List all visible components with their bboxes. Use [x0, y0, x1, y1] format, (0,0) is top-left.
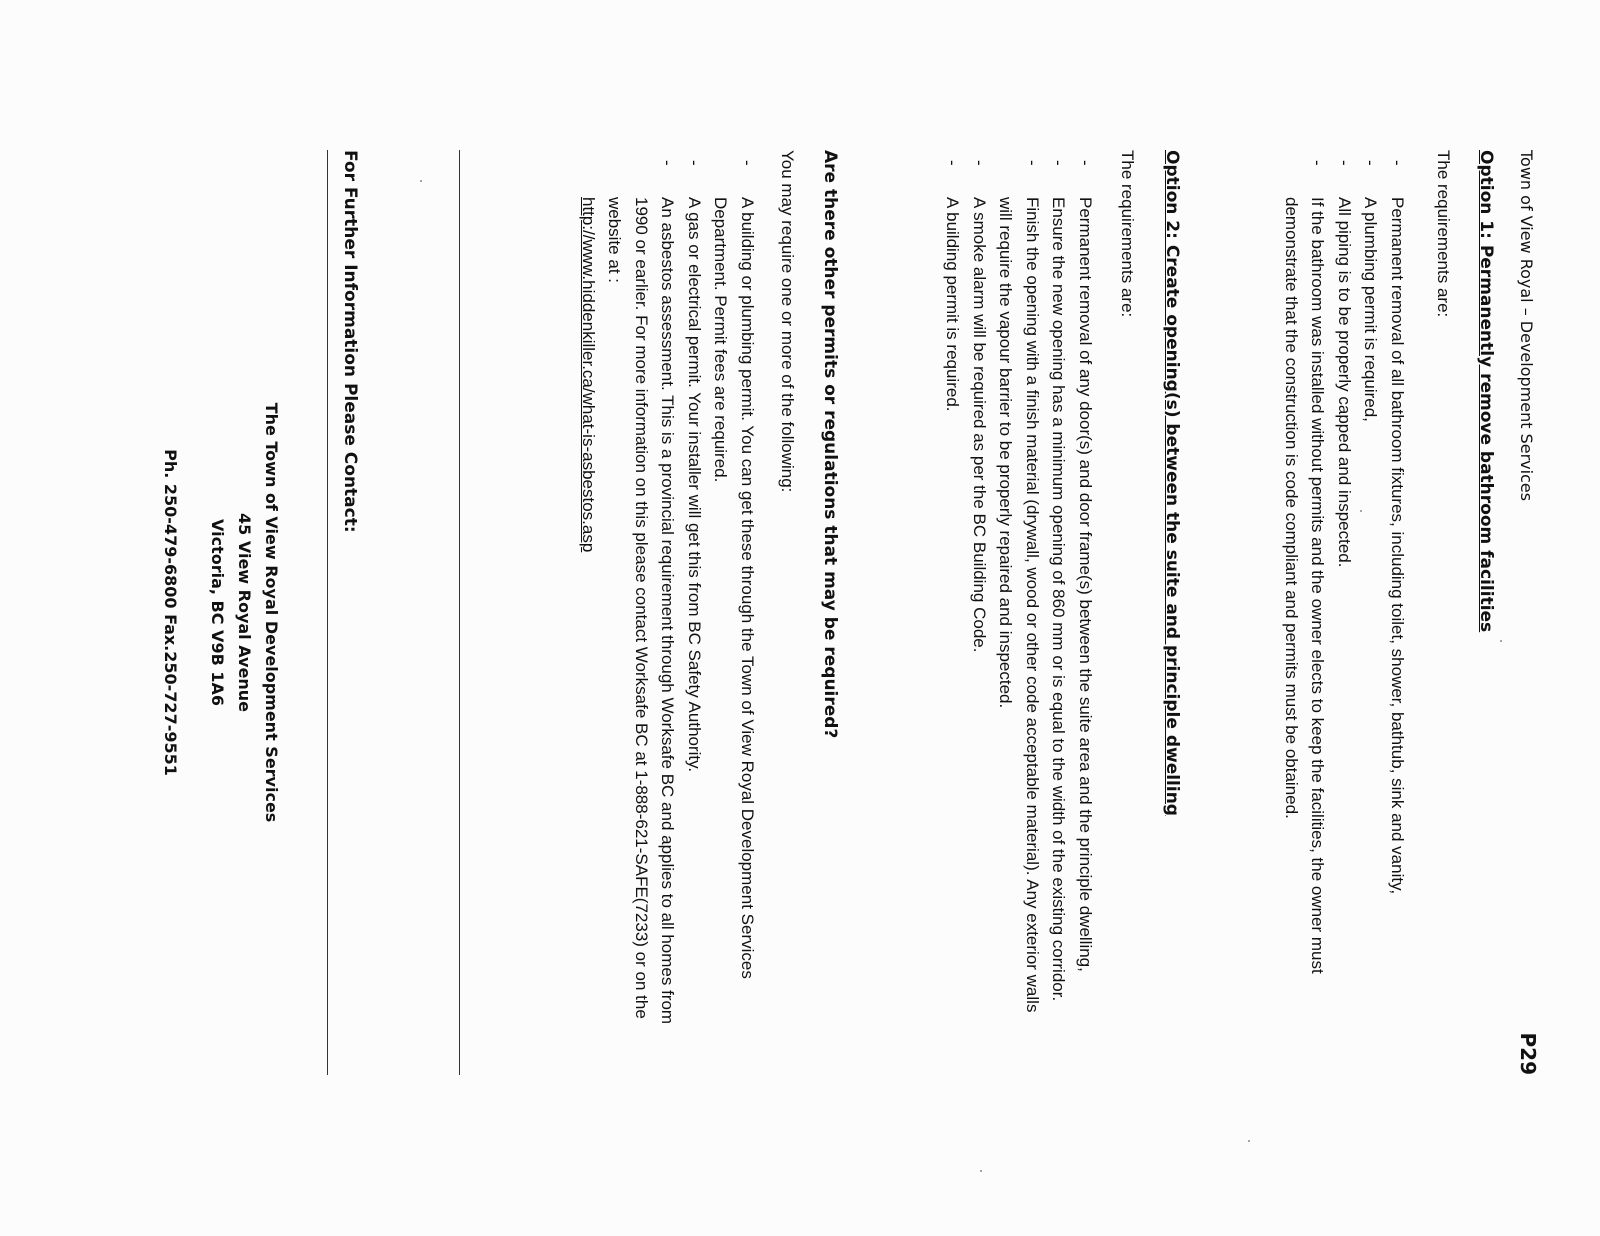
- list-item-text: An asbestos assessment. This is a provincial requirement through Worksafe BC and applies to all homes from 1990 or earlier. For more information on this please contact Worksafe BC at 1-888-621-SAFE(7233) or on the website at :: [605, 197, 678, 1025]
- bullet-dash: -: [970, 160, 989, 166]
- list-item-text: A smoke alarm will be required as per the BC Building Code.: [970, 197, 989, 653]
- header-title: Town of View Royal – Development Services: [1517, 150, 1536, 502]
- scan-speck: [980, 1170, 982, 1172]
- list-item-text: Permanent removal of all bathroom fixtures, including toilet, shower, bathtub, sink and vanity,: [1388, 197, 1407, 895]
- contact-phone-fax: Ph. 250-479-6800 Fax.250-727-9551: [161, 449, 180, 776]
- list-item-text: Ensure the new opening has a minimum opening of 860 mm or is equal to the width of the existing corridor.: [1049, 197, 1069, 1002]
- list-item-text: A building permit is required.: [943, 197, 963, 412]
- other-permits-heading: Are there other permits or regulations that may be required?: [820, 150, 840, 739]
- other-permits-intro: You may require one or more of the following:: [778, 150, 797, 493]
- scan-speck: [1360, 510, 1362, 512]
- option2-intro: The requirements are:: [1118, 150, 1137, 318]
- contact-city: Victoria, BC V9B 1A6: [208, 519, 227, 706]
- option1-heading: Option 1: Permanently remove bathroom facilities: [1476, 150, 1496, 633]
- list-item-text: A gas or electrical permit. Your installer will get this from BC Safety Authority.: [685, 197, 704, 773]
- bullet-dash: -: [1308, 160, 1328, 166]
- scan-speck: [1500, 640, 1502, 642]
- contact-block: [157, 150, 285, 1075]
- list-item-text: Finish the opening with a finish material (drywall, wood or other code acceptable material). Any exterior walls will require the vapour barrier to be properly repaired and inspected.: [996, 197, 1042, 1013]
- scan-speck: [1248, 1140, 1250, 1142]
- list-item-text: A building or plumbing permit. You can get these through the Town of View Royal Development Services Department. Permit fees are required.: [711, 197, 757, 979]
- bullet-dash: -: [1335, 160, 1354, 166]
- asbestos-link[interactable]: http://www.hiddenkiller.ca/what-is-asbestos.asp: [579, 197, 598, 553]
- list-item-text: A plumbing permit is required,: [1361, 197, 1381, 422]
- bullet-dash: -: [943, 160, 963, 166]
- bullet-dash: -: [685, 160, 704, 166]
- bullet-dash: -: [1361, 160, 1381, 166]
- contact-org: The Town of View Royal Development Services: [262, 402, 281, 823]
- list-item-text: If the bathroom was installed without permits and the owner elects to keep the facilities, the owner must demonstrate that the construction is code compliant and permits must be obtained.: [1282, 197, 1328, 974]
- page-number: P29: [1516, 1032, 1540, 1075]
- list-item-text: Permanent removal of any door(s) and door frame(s) between the suite area and the principle dwelling,: [1076, 197, 1095, 972]
- bullet-dash: -: [658, 160, 678, 166]
- option1-intro: The requirements are:: [1434, 150, 1453, 318]
- option2-heading: Option 2: Create opening(s) between the suite and principle dwelling: [1162, 150, 1182, 816]
- rotated-contact-layer: [161, 150, 1540, 1150]
- bullet-dash: -: [1388, 160, 1407, 166]
- bullet-dash: -: [1049, 160, 1069, 166]
- further-info-heading: For Further Information Please Contact:: [340, 150, 360, 533]
- bullet-dash: -: [738, 160, 757, 166]
- scan-speck: [420, 180, 422, 182]
- list-item-text: All piping is to be properly capped and inspected.: [1335, 197, 1354, 568]
- bullet-dash: -: [1076, 160, 1095, 166]
- bullet-dash: -: [1023, 160, 1042, 166]
- contact-street: 45 View Royal Avenue: [235, 513, 254, 712]
